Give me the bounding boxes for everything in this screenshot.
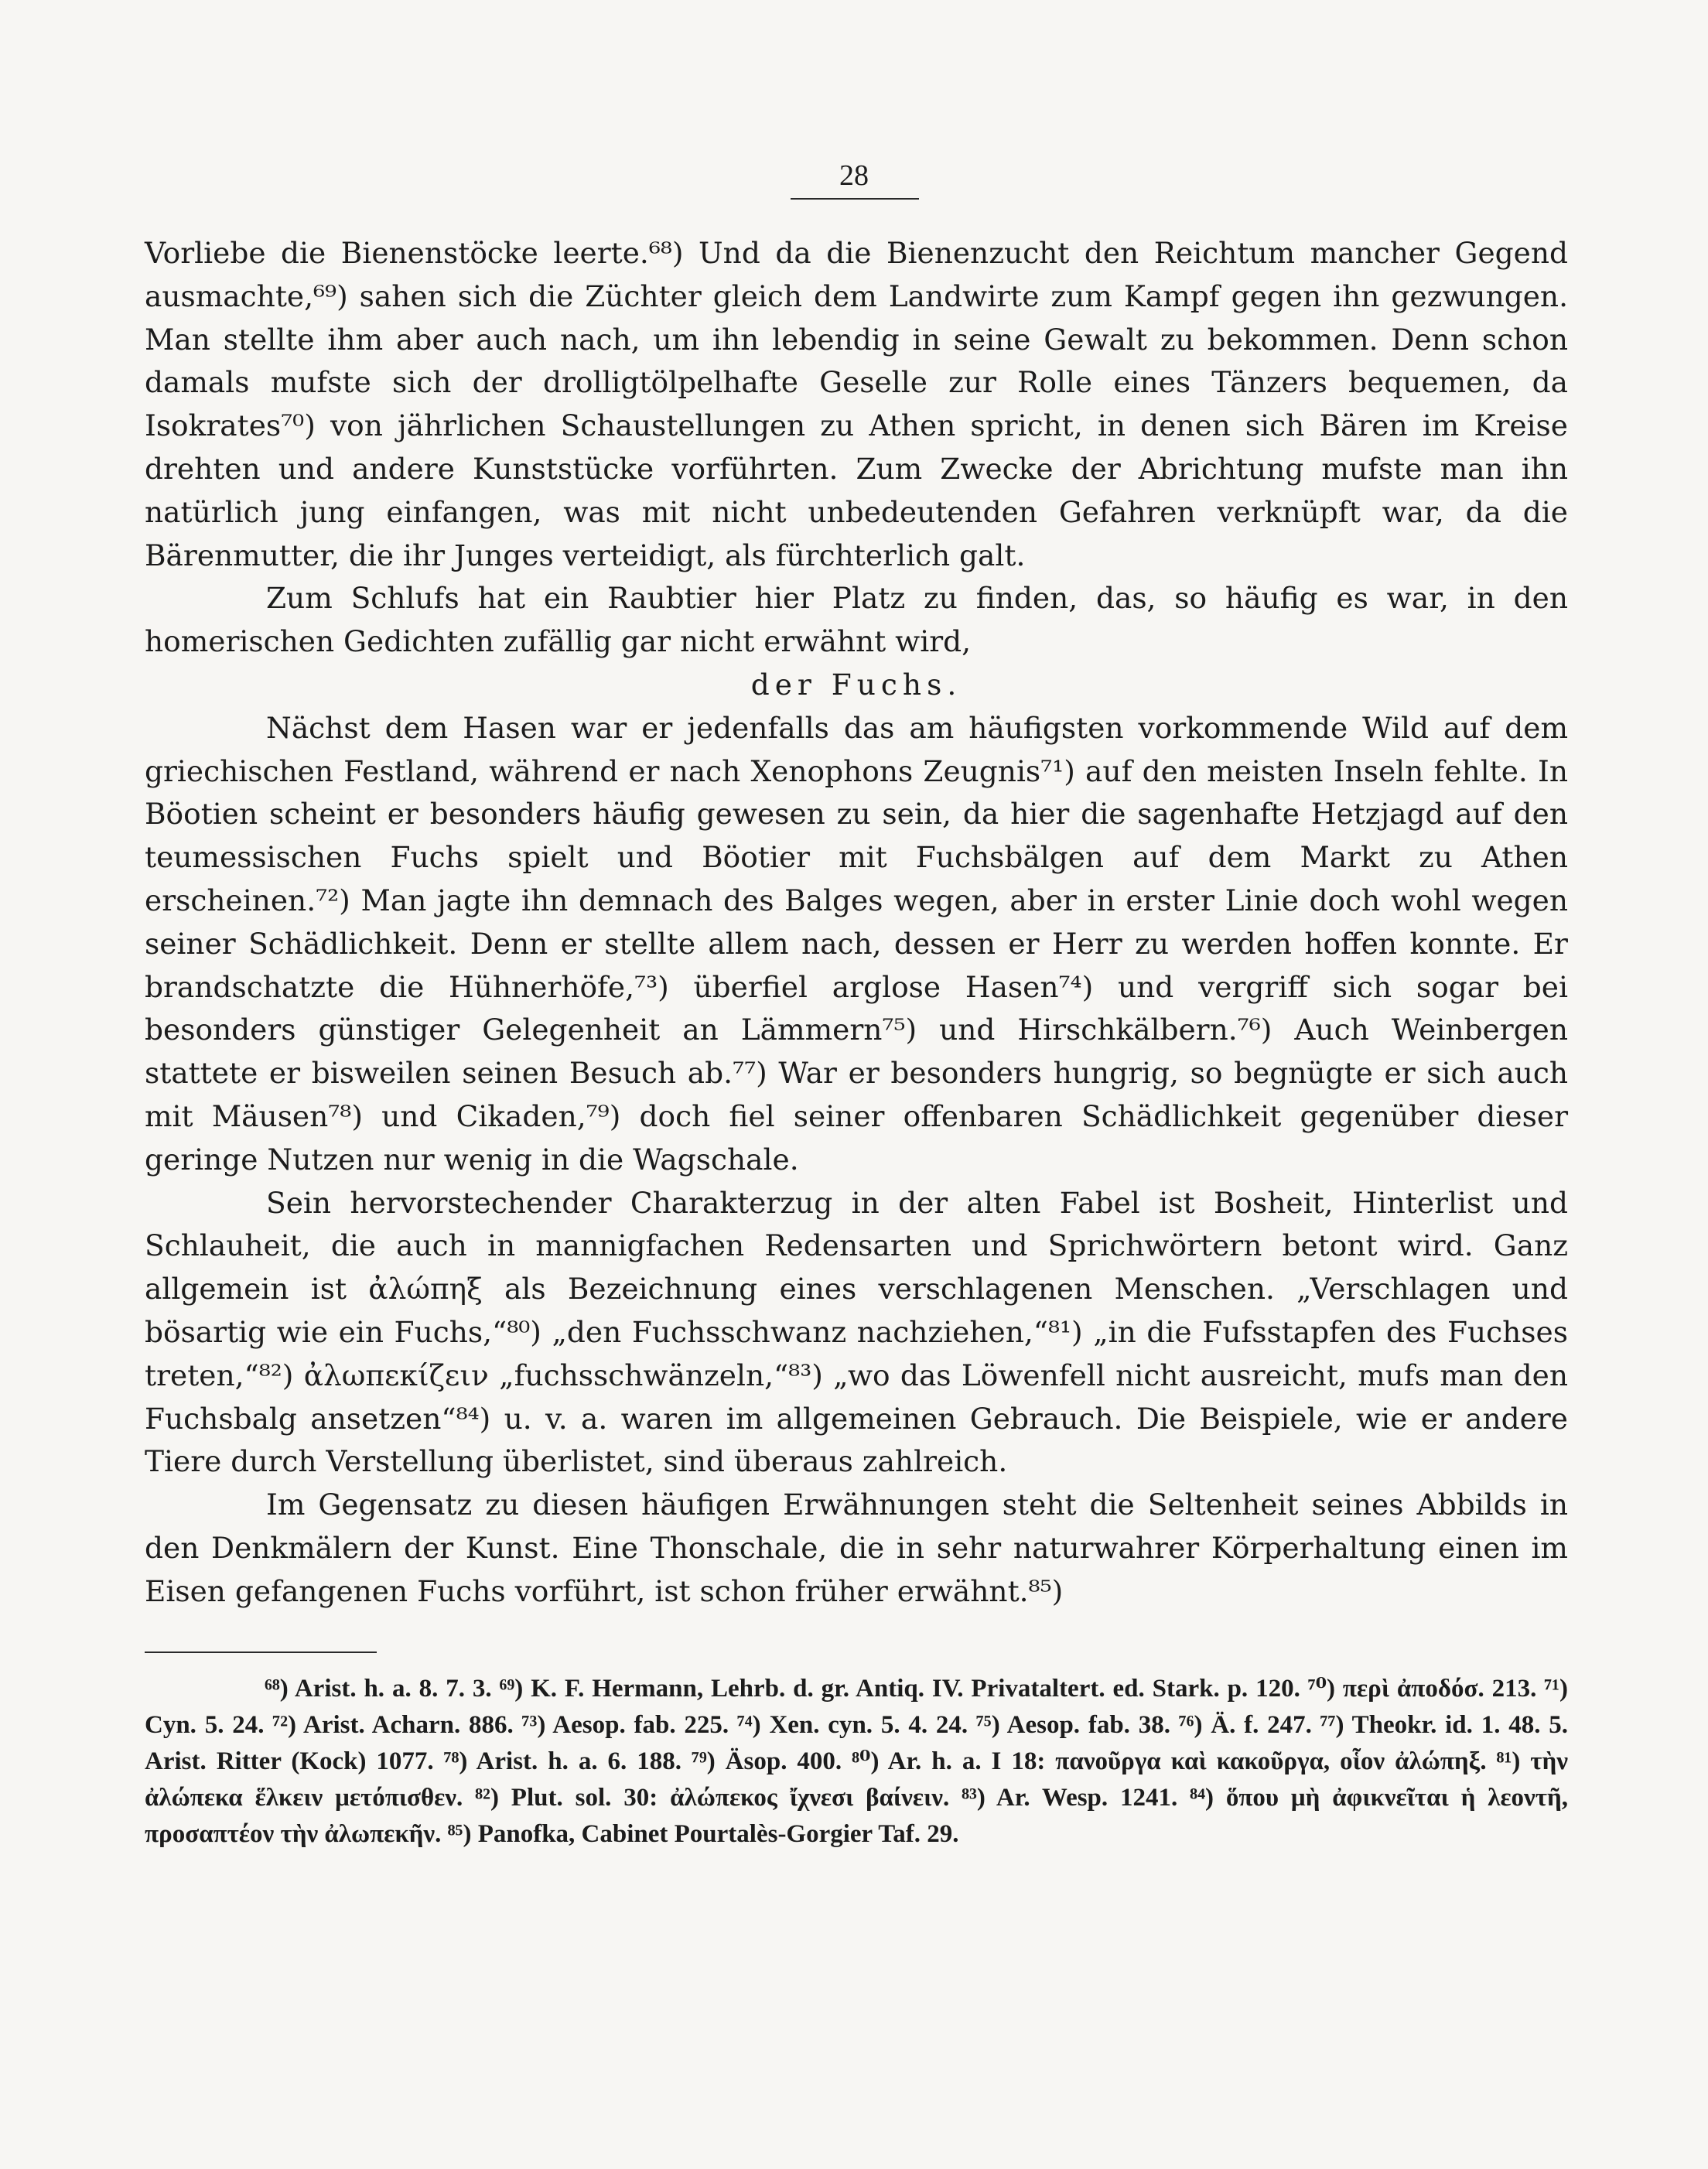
paragraph-fuchs-character: Sein hervorstechender Charakterzug in der alten Fabel ist Bosheit, Hinterlist und Schlauheit, die auch in mannigfachen Redensarten und Sprichwörtern betont wird. Ganz allgemein ist ἀλώπηξ als Bezeichnung eines verschlagenen Menschen. „Verschlagen und bösartig wie ein Fuchs,“⁸⁰) „den Fuchsschwanz nachziehen,“⁸¹) „in die Fufsstapfen des Fuchses treten,“⁸²) ἀλωπεκίζειν „fuchsschwänzeln,“⁸³) „wo das Löwenfell nicht ausreicht, mufs man den Fuchsbalg ansetzen“⁸⁴) u. v. a. waren im allgemeinen Gebrauch. Die Beispiele, wie er andere Tiere durch Verstellung überlistet, sind überaus zahlreich. [145,1185,1568,1479]
footnotes [145,1671,1568,1853]
footnote-text: ⁶⁸) Arist. h. a. 8. 7. 3. ⁶⁹) K. F. Hermann, Lehrb. d. gr. Antiq. IV. Privataltert. ed. Stark. p. 120. ⁷⁰) περὶ ἀποδόσ. 213. ⁷¹) Cyn. 5. 24. ⁷²) Arist. Acharn. 886. ⁷³) Aesop. fab. 225. ⁷⁴) Xen. cyn. 5. 4. 24. ⁷⁵) Aesop. fab. 38. ⁷⁶) Ä. f. 247. ⁷⁷) Theokr. id. 1. 48. 5. Arist. Ritter (Kock) 1077. ⁷⁸) Arist. h. a. 6. 188. ⁷⁹) Äsop. 400. ⁸⁰) Ar. h. a. I 18: πανοῦργα καὶ κακοῦργα, οἷον ἀλώπηξ. ⁸¹) τὴν ἀλώπεκα ἕλκειν μετόπισθεν. ⁸²) Plut. sol. 30: ἀλώπεκος ἴχνεσι βαίνειν. ⁸³) Ar. Wesp. 1241. ⁸⁴) ὅπου μὴ ἀφικνεῖται ἡ λεοντῆ, προσαπτέον τὴν ἀλωπεκῆν. ⁸⁵) Panofka, Cabinet Pourtalès-Gorgier Taf. 29. [145,1675,1568,1848]
paragraph-fuchs-habitat: Nächst dem Hasen war er jedenfalls das am häufigsten vorkommende Wild auf dem griechischen Festland, während er nach Xenophons Zeugnis⁷¹) auf den meisten Inseln fehlte. In Böotien scheint er besonders häufig gewesen zu sein, da hier die sagenhafte Hetzjagd auf den teumessischen Fuchs spielt und Böotier mit Fuchsbälgen auf dem Markt zu Athen erscheinen.⁷²) Man jagte ihn demnach des Balges wegen, aber in erster Linie doch wohl wegen seiner Schädlichkeit. Denn er stellte allem nach, dessen er Herr zu werden hoffen konnte. Er brandschatzte die Hühnerhöfe,⁷³) überfiel arglose Hasen⁷⁴) und vergriff sich sogar bei besonders günstiger Gelegenheit an Lämmern⁷⁵) und Hirschkälbern.⁷⁶) Auch Weinbergen stattete er bisweilen seinen Besuch ab.⁷⁷) War er besonders hungrig, so begnügte er sich auch mit Mäusen⁷⁸) und Cikaden,⁷⁹) doch fiel seiner offenbaren Schädlichkeit gegenüber dieser geringe Nutzen nur wenig in die Wagschale. [145,710,1568,1177]
paragraph-fuchs-art: Im Gegensatz zu diesen häufigen Erwähnungen steht die Seltenheit seines Abbilds in den Denkmälern der Kunst. Eine Thonschale, die in sehr naturwahrer Körperhaltung einen im Eisen gefangenen Fuchs vorführt, ist schon früher erwähnt.⁸⁵) [145,1488,1568,1608]
section-heading-fuchs: der Fuchs. [750,667,962,702]
page-number-rule [791,198,919,200]
paragraph-raubtier-intro: Zum Schlufs hat ein Raubtier hier Platz zu finden, das, so häufig es war, in den homerischen Gedichten zufällig gar nicht erwähnt wird, [145,581,1568,659]
paragraph-bears-ending: Vorliebe die Bienenstöcke leerte.⁶⁸) Und da die Bienenzucht den Reichtum mancher Gegend ausmachte,⁶⁹) sahen sich die Züchter gleich dem Landwirte zum Kampf gegen ihn gezwungen. Man stellte ihm aber auch nach, um ihn lebendig in seine Gewalt zu bekommen. Denn schon damals mufste sich der drolligtölpelhafte Geselle zur Rolle eines Tänzers bequemen, da Isokrates⁷⁰) von jährlichen Schaustellungen zu Athen spricht, in denen sich Bären im Kreise drehten und andere Kunststücke vorführten. Zum Zwecke der Abrichtung mufste man ihn natürlich jung einfangen, was mit nicht unbedeutenden Gefahren verknüpft war, da die Bärenmutter, die ihr Junges verteidigt, als fürchterlich galt. [145,236,1568,572]
footnote-separator [145,1652,377,1653]
page-number: 28 [839,159,869,192]
main-text [145,232,1568,1614]
